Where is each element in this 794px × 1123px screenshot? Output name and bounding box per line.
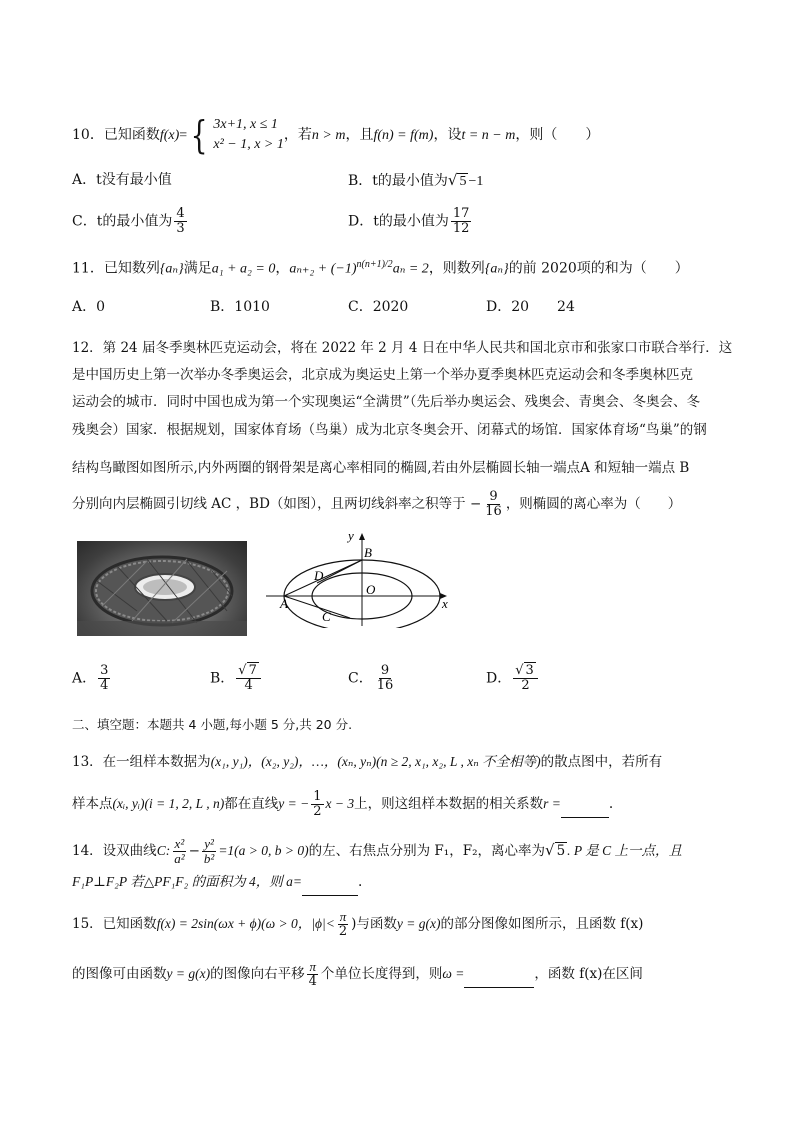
q12-line-3: 运动会的城市．同时中国也成为第一个实现奥运“全满贯”（先后举办奥运会、残奥会、青奥会、冬奥会、冬 bbox=[72, 394, 701, 410]
q12-option-c[interactable]: C． $\frac{9}{16}$ bbox=[348, 663, 394, 693]
fig-label-b: B bbox=[364, 545, 372, 560]
q11-option-d[interactable]: D．20 24 bbox=[486, 299, 575, 315]
fig-label-y: y bbox=[348, 528, 354, 543]
q12-option-b[interactable]: B． $\frac{√ 7}{4}$ bbox=[210, 664, 263, 693]
q12-line-4: 残奥会）国家．根据规划，国家体育场（鸟巢）成为北京冬奥会开、闭幕式的场馆．国家体育场“鸟巢”的钢 bbox=[72, 422, 707, 438]
fig-label-c: C bbox=[322, 609, 331, 624]
q12-line-1: 12．第 24 届冬季奥林匹克运动会，将在 2022 年 2 月 4 日在中华人民共和国北京市和张家口市联合举行．这 bbox=[72, 340, 733, 356]
fig-label-o: O bbox=[366, 582, 376, 597]
q14-line-1: 14．设双曲线C: $\frac{\text{x²}}{\text{a²}}$ − $\frac{\text{y²}}{\text{b²}}$ =1(a > 0, b > 0)的左、右焦点分别为 F₁，F₂，离心率为√ 5 . P 是 C 上一点，且 bbox=[72, 836, 683, 866]
q12-line-2: 是中国历史上第一次举办冬季奥运会，北京成为奥运史上第一个举办夏季奥林匹克运动会和冬季奥林匹克 bbox=[72, 367, 693, 383]
q10-stem: 10．已知函数f(x)= { 3x+1, x ≤ 1 x² − 1, x > 1 ，若n > m，且f(n) = f(m)，设t = n − m，则（ ） bbox=[72, 113, 600, 157]
q14-line-2: F₁P⊥F₂P 若△PF₁F₂ 的面积为 4，则 a= . bbox=[72, 872, 730, 896]
q11-option-b[interactable]: B．1010 bbox=[210, 299, 270, 315]
q10-option-a[interactable]: A．t没有最小值 bbox=[72, 172, 172, 188]
q12-line-6: 分别向内层椭圆引切线 AC ，BD（如图），且两切线斜率之积等于 − $\frac{9}{16}$ ，则椭圆的离心率为（ ） bbox=[72, 489, 682, 519]
q15-answer-blank[interactable] bbox=[464, 967, 534, 988]
birds-nest-photo bbox=[77, 541, 247, 636]
q12-line-5: 结构鸟瞰图如图所示,内外两圈的钢骨架是离心率相同的椭圆,若由外层椭圆长轴一端点A 和短轴一端点 B bbox=[72, 460, 690, 476]
q15-line-1: 15．已知函数f(x) = 2sin(ωx + ϕ)(ω > 0，|ϕ|< $\frac{\pi}{2}$ )与函数y = g(x)的部分图像如图所示，且函数 f(x) bbox=[72, 909, 644, 939]
q11-option-a[interactable]: A．0 bbox=[72, 299, 106, 315]
q10-piecewise: { 3x+1, x ≤ 1 x² − 1, x > 1 bbox=[190, 113, 284, 157]
q13-line-1: 13．在一组样本数据为(x₁, y₁)，(x₂, y₂)，…，(xₙ, yₙ)(n ≥ 2, x₁, x₂, L , xₙ 不全相等)的散点图中，若所有 bbox=[72, 754, 663, 770]
q13-line-2: 样本点(xᵢ, yᵢ)(i = 1, 2, L , n)都在直线y = − $\frac{1}{2}$ x − 3上，则这组样本数据的相关系数r = . bbox=[72, 789, 614, 819]
q14-answer-blank[interactable] bbox=[302, 875, 358, 896]
section-fill-in-heading: 二、填空题：本题共 4 小题,每小题 5 分,共 20 分. bbox=[72, 717, 353, 732]
fig-label-d: D bbox=[314, 568, 324, 583]
ellipse-diagram bbox=[262, 528, 452, 628]
q11-option-c[interactable]: C．2020 bbox=[348, 299, 409, 315]
q12-option-a[interactable]: A． $\frac{3}{4}$ bbox=[72, 663, 109, 693]
fig-label-x: x bbox=[442, 596, 448, 611]
q12-option-d[interactable]: D． $\frac{√ 3}{2}$ bbox=[486, 664, 540, 693]
fig-label-a: A bbox=[280, 596, 288, 611]
stadium-image bbox=[77, 541, 247, 636]
q13-answer-blank[interactable] bbox=[561, 797, 609, 818]
q10-option-b[interactable]: B．t的最小值为√ 5 −1 bbox=[348, 171, 484, 189]
q10-option-d[interactable]: D．t的最小值为 $\frac{17}{12}$ bbox=[348, 206, 470, 236]
q11-stem: 11．已知数列{aₙ}满足a₁ + a₂ = 0，$a_{n+2} + (-1)^{n(n+1)/2}a_n = 2$，则数列{aₙ}的前 2020项的和为（ ） bbox=[72, 259, 689, 277]
q15-line-2: 的图像可由函数y = g(x)的图像向右平移 $\frac{\pi}{4}$ 个单位长度得到，则ω = ，函数 f(x)在区间 bbox=[72, 959, 643, 989]
q10-option-c[interactable]: C．t的最小值为 $\frac{4}{3}$ bbox=[72, 206, 185, 236]
